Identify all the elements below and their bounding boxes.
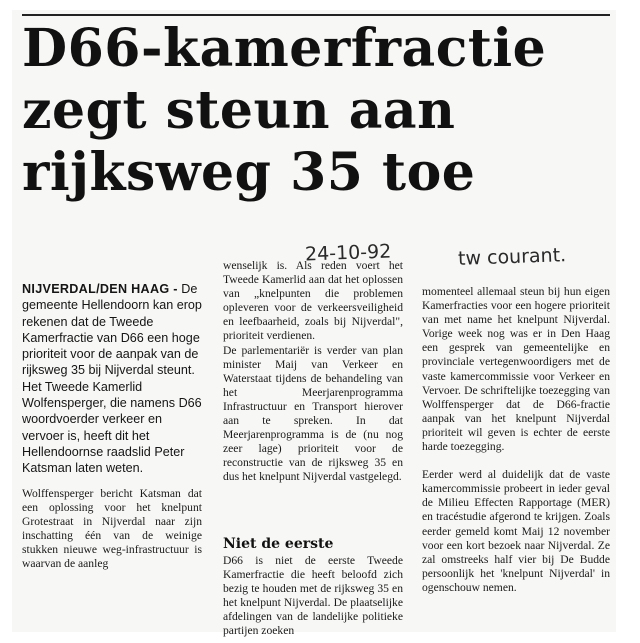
column-3-paragraph-2: Eerder werd al duidelijk dat de vaste kamercommissie probeert in ieder geval de Milieu Effecten Rapportage (MER) en tracéstudie afgerond te krijgen. Zoals eerder gemeld komt Maij 12 november voor een kort bezoek naar Nijverdal. Ze zal omstreeks half vier bij De Budde persoonlijk het 'knelpunt Nijverdal' in ogenschouw nemen. bbox=[422, 468, 610, 594]
column-2-paragraph-2: De parlementariër is verder van plan minister Maij van Verkeer en Waterstaat tijdens de behandeling van het Meerjarenprogramma Infrastructuur en Transport hierover aan te spreken. In dat Meerjarenprogramma is de (nu nog zeer lage) prioriteit voor de reconstructie van de rijksweg 35 en dus het knelpunt Nijverdal vastgelegd. bbox=[223, 343, 403, 484]
handwritten-source: tw courant. bbox=[457, 244, 567, 270]
headline bbox=[22, 18, 612, 204]
column-2-paragraph-3: D66 is niet de eerste Tweede Kamerfractie die heeft beloofd zich bezig te houden met de rijksweg 35 en het knelpunt Nijverdal. De plaatselijke afdelingen van de landelijke politieke partijen zoeken bbox=[223, 554, 403, 638]
column-2 bbox=[223, 259, 403, 485]
subheading: Niet de eerste bbox=[223, 536, 334, 552]
column-3 bbox=[422, 285, 610, 595]
column-2-paragraph-1: wenselijk is. Als reden voert het Tweede Kamerlid aan dat het oplossen van „knelpunten die problemen opleveren voor de verkeersveiligheid en leefbaarheid, zoals bij Nijverdal", prioriteit verdienen. bbox=[223, 259, 403, 343]
top-rule bbox=[22, 14, 610, 16]
handwritten-date: 24-10-92 bbox=[304, 240, 392, 266]
headline-line-3: rijksweg 35 toe bbox=[22, 142, 476, 203]
column-1-body: Wolffensperger bericht Katsman dat een oplossing voor het knelpunt Grotestraat in Nijverdal naar zijn inschatting één van de weinige stukken nieuwe weg-infrastructuur is waarvan de aanleg bbox=[22, 486, 202, 571]
lead-paragraph bbox=[22, 281, 202, 477]
lead-text: De gemeente Hellendoorn kan erop rekenen dat de Tweede Kamerfractie van D66 een hoge prioriteit voor de aanpak van de rijksweg 35 bij Nijverdal steunt. Het Tweede Kamerlid Wolfensperger, die namens D66 woordvoerder verkeer en vervoer is, heeft dit het Hellendoornse raadslid Peter Katsman laten weten. bbox=[22, 282, 202, 476]
headline-line-1: D66-kamerfractie bbox=[22, 18, 547, 79]
column-1 bbox=[22, 281, 202, 571]
dateline: NIJVERDAL/DEN HAAG - bbox=[22, 282, 178, 296]
column-3-paragraph-1: momenteel allemaal steun bij hun eigen Kamerfracties voor een hogere prioriteit van met name het knelpunt Nijverdal. Vorige week nog was er in Den Haag een gesprek van gemeentelijke en provinciale vertegenwoordigers met de vaste kamercommissie voor Verkeer en Vervoer. De schriftelijke toezegging van Wolffensperger dat de D66-fractie aanpak van het knelpunt Nijverdal prioriteit wil geven is echter de eerste harde toezegging. bbox=[422, 285, 610, 454]
column-2-continued bbox=[223, 554, 403, 639]
headline-line-2: zegt steun aan bbox=[22, 80, 456, 141]
